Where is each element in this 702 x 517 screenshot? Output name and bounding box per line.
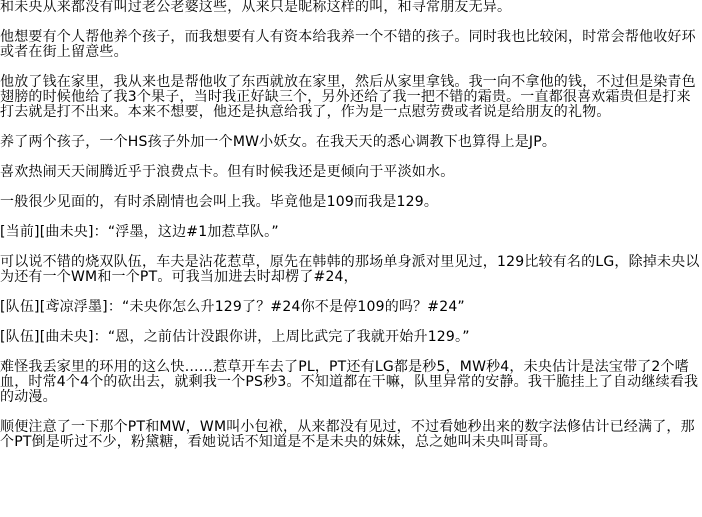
paragraph-5: 喜欢热闹天天闹腾近乎于浪费点卡。但有时候我还是更倾向于平淡如水。 — [0, 164, 455, 180]
paragraph-spacer — [0, 345, 702, 360]
paragraph-spacer — [0, 15, 702, 30]
paragraph-spacer — [0, 210, 702, 225]
paragraph-8: 可以说不错的烧双队伍，车夫是沾花惹草，原先在韩韩的那场单身派对里见过，129比较有名的LG，除掉未央以为还有一个WM和一个PT。可我当加进去时却楞了#24， — [0, 254, 700, 285]
paragraph-spacer — [0, 180, 702, 195]
paragraph-spacer — [0, 285, 702, 300]
chat-line-team-1: [队伍][鸢凉浮墨]：“未央你怎么升129了？#24你不是停109的吗？#24” — [0, 299, 465, 315]
paragraph-spacer — [0, 315, 702, 330]
paragraph-2: 他想要有个人帮他养个孩子，而我想要有人有资本给我养一个不错的孩子。同时我也比较闲，时常会帮他收好环或者在街上留意些。 — [0, 29, 696, 60]
paragraph-spacer — [0, 120, 702, 135]
paragraph-spacer — [0, 405, 702, 420]
paragraph-spacer — [0, 240, 702, 255]
paragraph-spacer — [0, 150, 702, 165]
chat-line-team-2: [队伍][曲未央]：“恩，之前估计没跟你讲，上周比武完了我就开始升129。” — [0, 329, 470, 345]
paragraph-3: 他放了钱在家里，我从来也是帮他收了东西就放在家里，然后从家里拿钱。我一向不拿他的钱，不过但是染青色翅膀的时候他给了我3个果子，当时我正好缺三个，另外还给了我一把不错的霜贵。一直都很喜欢霜贵但是打来打去就是打不出来。本来不想要，他还是执意给我了，作为是一点慰劳费或者说是给朋友的礼物。 — [0, 74, 696, 120]
paragraph-1: 和未央从来都没有叫过老公老婆这些，从来只是昵称这样的叫，和寻常朋友无异。 — [0, 0, 512, 15]
paragraph-11: 难怪我丢家里的环用的这么快……惹草开车去了PL，PT还有LG都是秒5，MW秒4，未央估计是法宝带了2个嗜血，时常4个4个的砍出去，就剩我一个PS秒3。不知道都在干嘛，队里异常的安静。我干脆挂上了自动继续看我的动漫。 — [0, 359, 699, 405]
paragraph-4: 养了两个孩子，一个HS孩子外加一个MW小妖女。在我天天的悉心调教下也算得上是JP。 — [0, 134, 557, 150]
paragraph-spacer — [0, 60, 702, 75]
paragraph-12: 顺便注意了一下那个PT和MW，WM叫小包袱，从来都没有见过，不过看她秒出来的数字法修估计已经满了，那个PT倒是听过不少，粉黛糖，看她说话不知道是不是未央的妹妹，总之她叫未央叫哥哥。 — [0, 419, 695, 450]
chat-line-current: [当前][曲未央]：“浮墨，这边#1加惹草队。” — [0, 224, 279, 240]
paragraph-6: 一般很少见面的，有时杀剧情也会叫上我。毕竟他是109而我是129。 — [0, 194, 439, 210]
